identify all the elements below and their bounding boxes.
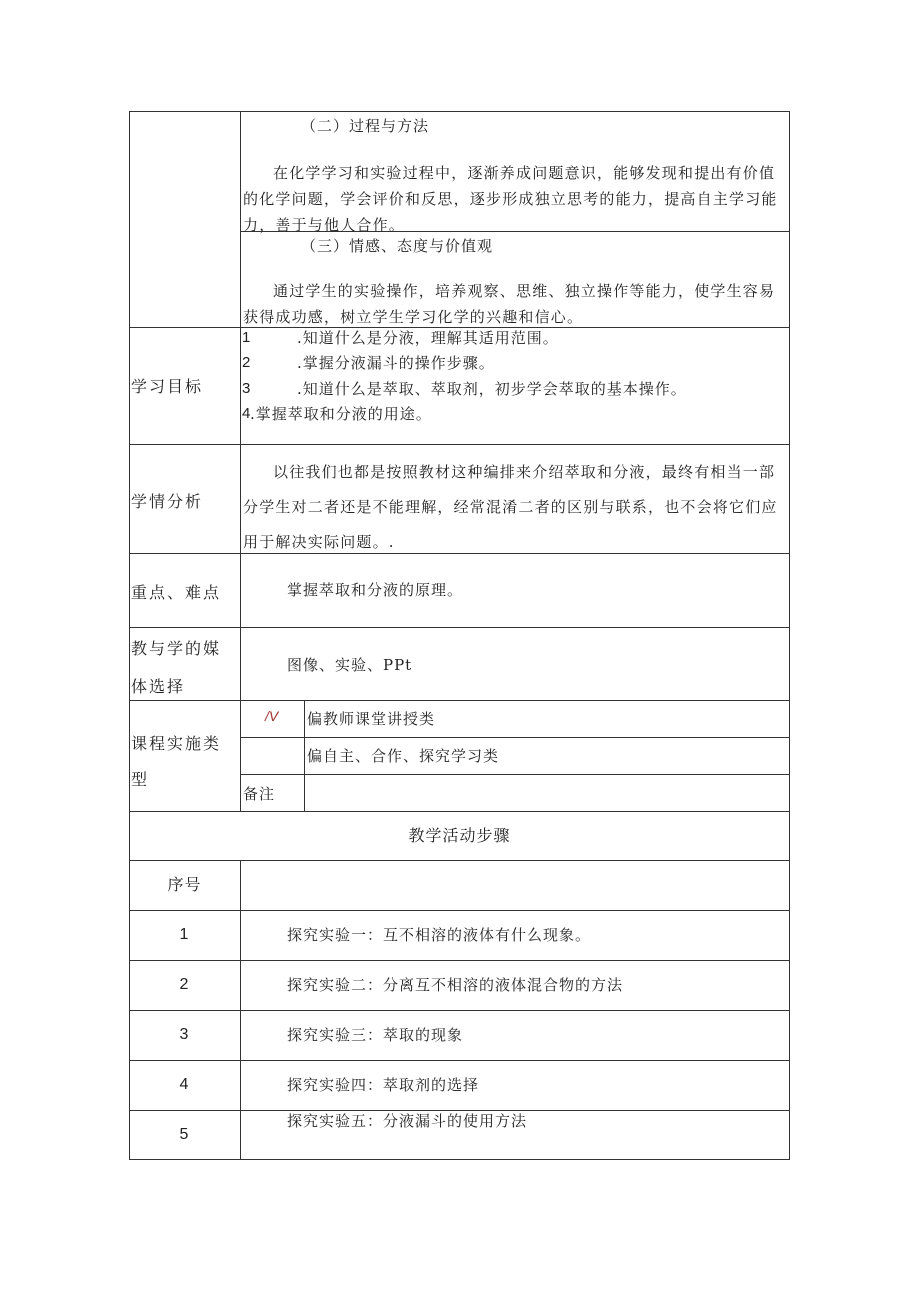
step-number: 5 xyxy=(179,1126,189,1143)
row-divider xyxy=(129,444,790,445)
course-type-option: 偏教师课堂讲授类 xyxy=(307,710,436,728)
row-divider xyxy=(241,737,790,738)
step-text: 探究实验三：萃取的现象 xyxy=(287,1026,464,1044)
steps-title: 教学活动步骤 xyxy=(408,826,511,845)
goal-text: .掌握萃取和分液的用途。 xyxy=(250,405,432,423)
column-divider xyxy=(304,700,305,811)
row-divider xyxy=(129,811,790,812)
goal-text: .知道什么是分液，理解其适用范围。 xyxy=(297,329,559,347)
process-method-heading: （二）过程与方法 xyxy=(301,117,430,135)
key-points-body: 掌握萃取和分液的原理。 xyxy=(287,581,464,599)
lesson-plan-table xyxy=(129,111,790,1160)
learner-analysis-body: 以往我们也都是按照教材这种编排来介绍萃取和分液，最终有相当一部分学生对二者还是不能理解，经常混淆二者的区别与联系，也不会将它们应用于解决实际问题。. xyxy=(243,463,778,551)
step-number: 4 xyxy=(179,1076,189,1093)
media-label: 教与学的媒 xyxy=(131,639,222,658)
row-divider xyxy=(129,960,790,961)
remark-label: 备注 xyxy=(243,785,276,803)
check-mark: /V xyxy=(265,708,279,724)
row-divider xyxy=(129,1060,790,1061)
course-type-label: 课程实施类 xyxy=(131,734,222,753)
row-divider xyxy=(241,774,790,775)
step-number: 3 xyxy=(179,1026,189,1043)
goal-number: 4 xyxy=(242,405,252,422)
emotion-values-heading: （三）情感、态度与价值观 xyxy=(301,237,494,255)
goal-number: 1 xyxy=(242,329,252,346)
column-divider xyxy=(240,860,241,1160)
learner-analysis-label: 学情分析 xyxy=(131,492,204,511)
row-divider xyxy=(129,860,790,861)
row-divider xyxy=(129,910,790,911)
process-method-body: 在化学学习和实验过程中，逐渐养成问题意识，能够发现和提出有价值的化学问题，学会评价和反思，逐步形成独立思考的能力，提高自主学习能力，善于与他人合作。 xyxy=(243,164,778,234)
emotion-values-body: 通过学生的实验操作，培养观察、思维、独立操作等能力，使学生容易获得成功感，树立学生学习化学的兴趣和信心。 xyxy=(243,282,776,326)
media-label: 体选择 xyxy=(131,677,186,696)
seq-header: 序号 xyxy=(167,875,202,894)
row-divider xyxy=(129,700,790,701)
step-text: 探究实验五：分液漏斗的使用方法 xyxy=(287,1112,528,1130)
course-type-option: 偏自主、合作、探究学习类 xyxy=(307,747,500,765)
goal-number: 3 xyxy=(242,380,252,397)
key-points-label: 重点、难点 xyxy=(131,583,222,602)
step-number: 1 xyxy=(179,926,189,943)
goal-text: .掌握分液漏斗的操作步骤。 xyxy=(297,354,495,372)
step-number: 2 xyxy=(179,976,189,993)
goal-number: 2 xyxy=(242,354,252,371)
step-text: 探究实验二：分离互不相溶的液体混合物的方法 xyxy=(287,976,624,994)
course-type-label: 型 xyxy=(131,770,150,789)
media-body: 图像、实验、PPt xyxy=(287,656,413,674)
row-divider xyxy=(129,627,790,628)
row-divider xyxy=(129,1010,790,1011)
step-text: 探究实验四：萃取剂的选择 xyxy=(287,1076,480,1094)
step-text: 探究实验一：互不相溶的液体有什么现象。 xyxy=(287,926,592,944)
column-divider xyxy=(240,111,241,811)
learning-goals-label: 学习目标 xyxy=(131,377,204,396)
goal-text: .知道什么是萃取、萃取剂，初步学会萃取的基本操作。 xyxy=(297,380,687,398)
